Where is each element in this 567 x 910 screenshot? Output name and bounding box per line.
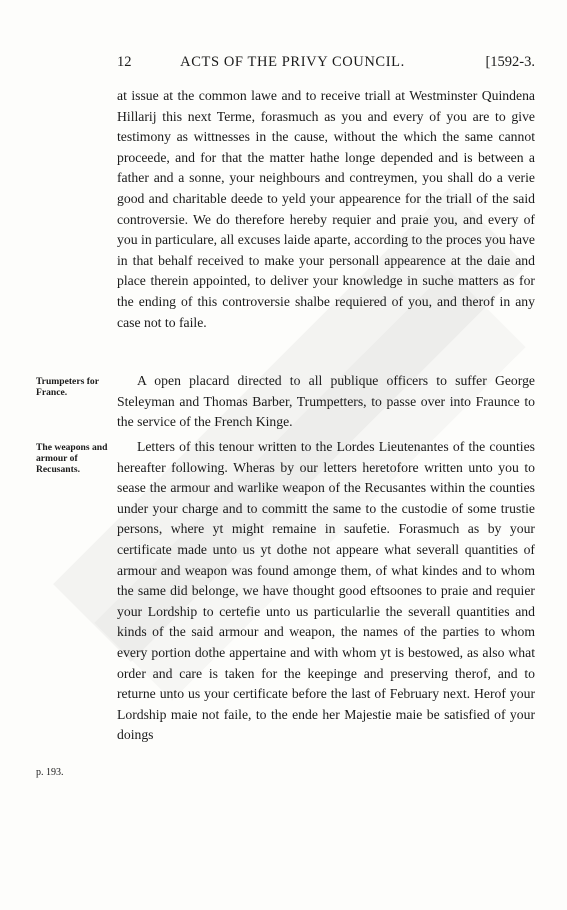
margin-note-weapons: The weapons and armour of Recusants.: [36, 442, 108, 475]
margin-note-trumpeters: Trumpeters for France.: [36, 376, 99, 398]
running-year: [1592-3.: [485, 54, 535, 70]
paragraph-text: A open placard directed to all publique officers to suffer George Steleyman and Thomas Barber, Trumpetters, to passe over into Fraunce to the service of the French Kinge.: [117, 373, 535, 430]
margin-page-reference: p. 193.: [36, 767, 64, 778]
paragraph-text: Letters of this tenour written to the Lordes Lieutenantes of the counties hereafter following. Wheras by our letters heretofore written unto you to sease the armour and warlike weapon of the Recusantes within the counties under your charge and to committ the same to the custodie of some trustie persons, where yt might remaine in saufetie. Forasmuch as by your certificate made unto us yt dothe not appeare what severall quantities of armour and weapon was found amonge them, of what kindes and to whom the same did belonge, we have thought good eftsoones to praie and requier your Lordship to certefie unto us particularlie the severall quantities and kinds of the said armour and weapon, the names of the parties to whom every portion dothe appertaine and with whom yt is bestowed, as also what order and care is taken for the keepinge and preserving therof, and to returne unto us your certificate before the last of February next. Herof your Lordship maie not faile, to the ende her Majestie maie be satisfied of your doings: [117, 439, 535, 743]
page-number: 12: [117, 54, 132, 70]
running-title: ACTS OF THE PRIVY COUNCIL.: [180, 54, 405, 70]
paragraph-1: [117, 86, 535, 333]
running-head: [0, 54, 567, 74]
paragraph-3: [117, 437, 535, 746]
paragraph-2: [117, 371, 535, 433]
paragraph-text: at issue at the common lawe and to receive triall at Westminster Quindena Hillarij this next Terme, forasmuch as you and every of you are to give testimony as wittnesses in the cause, without the which the same cannot proceede, and for that the matter hathe longe depended and is between a father and a sonne, your neighbours and contreymen, you shall do a verie good and charitable deede to yeld your appearence for the triall of the said controversie. We do therefore hereby requier and praie you, and every of you in particulare, all excuses laide aparte, according to the proces you have in that behalf received to make your personall appearence at the daie and place therein appointed, to deliver your knowledge in suche matters as for the ending of this controversie shalbe requiered of you, and therof in any case not to faile.: [117, 88, 535, 330]
